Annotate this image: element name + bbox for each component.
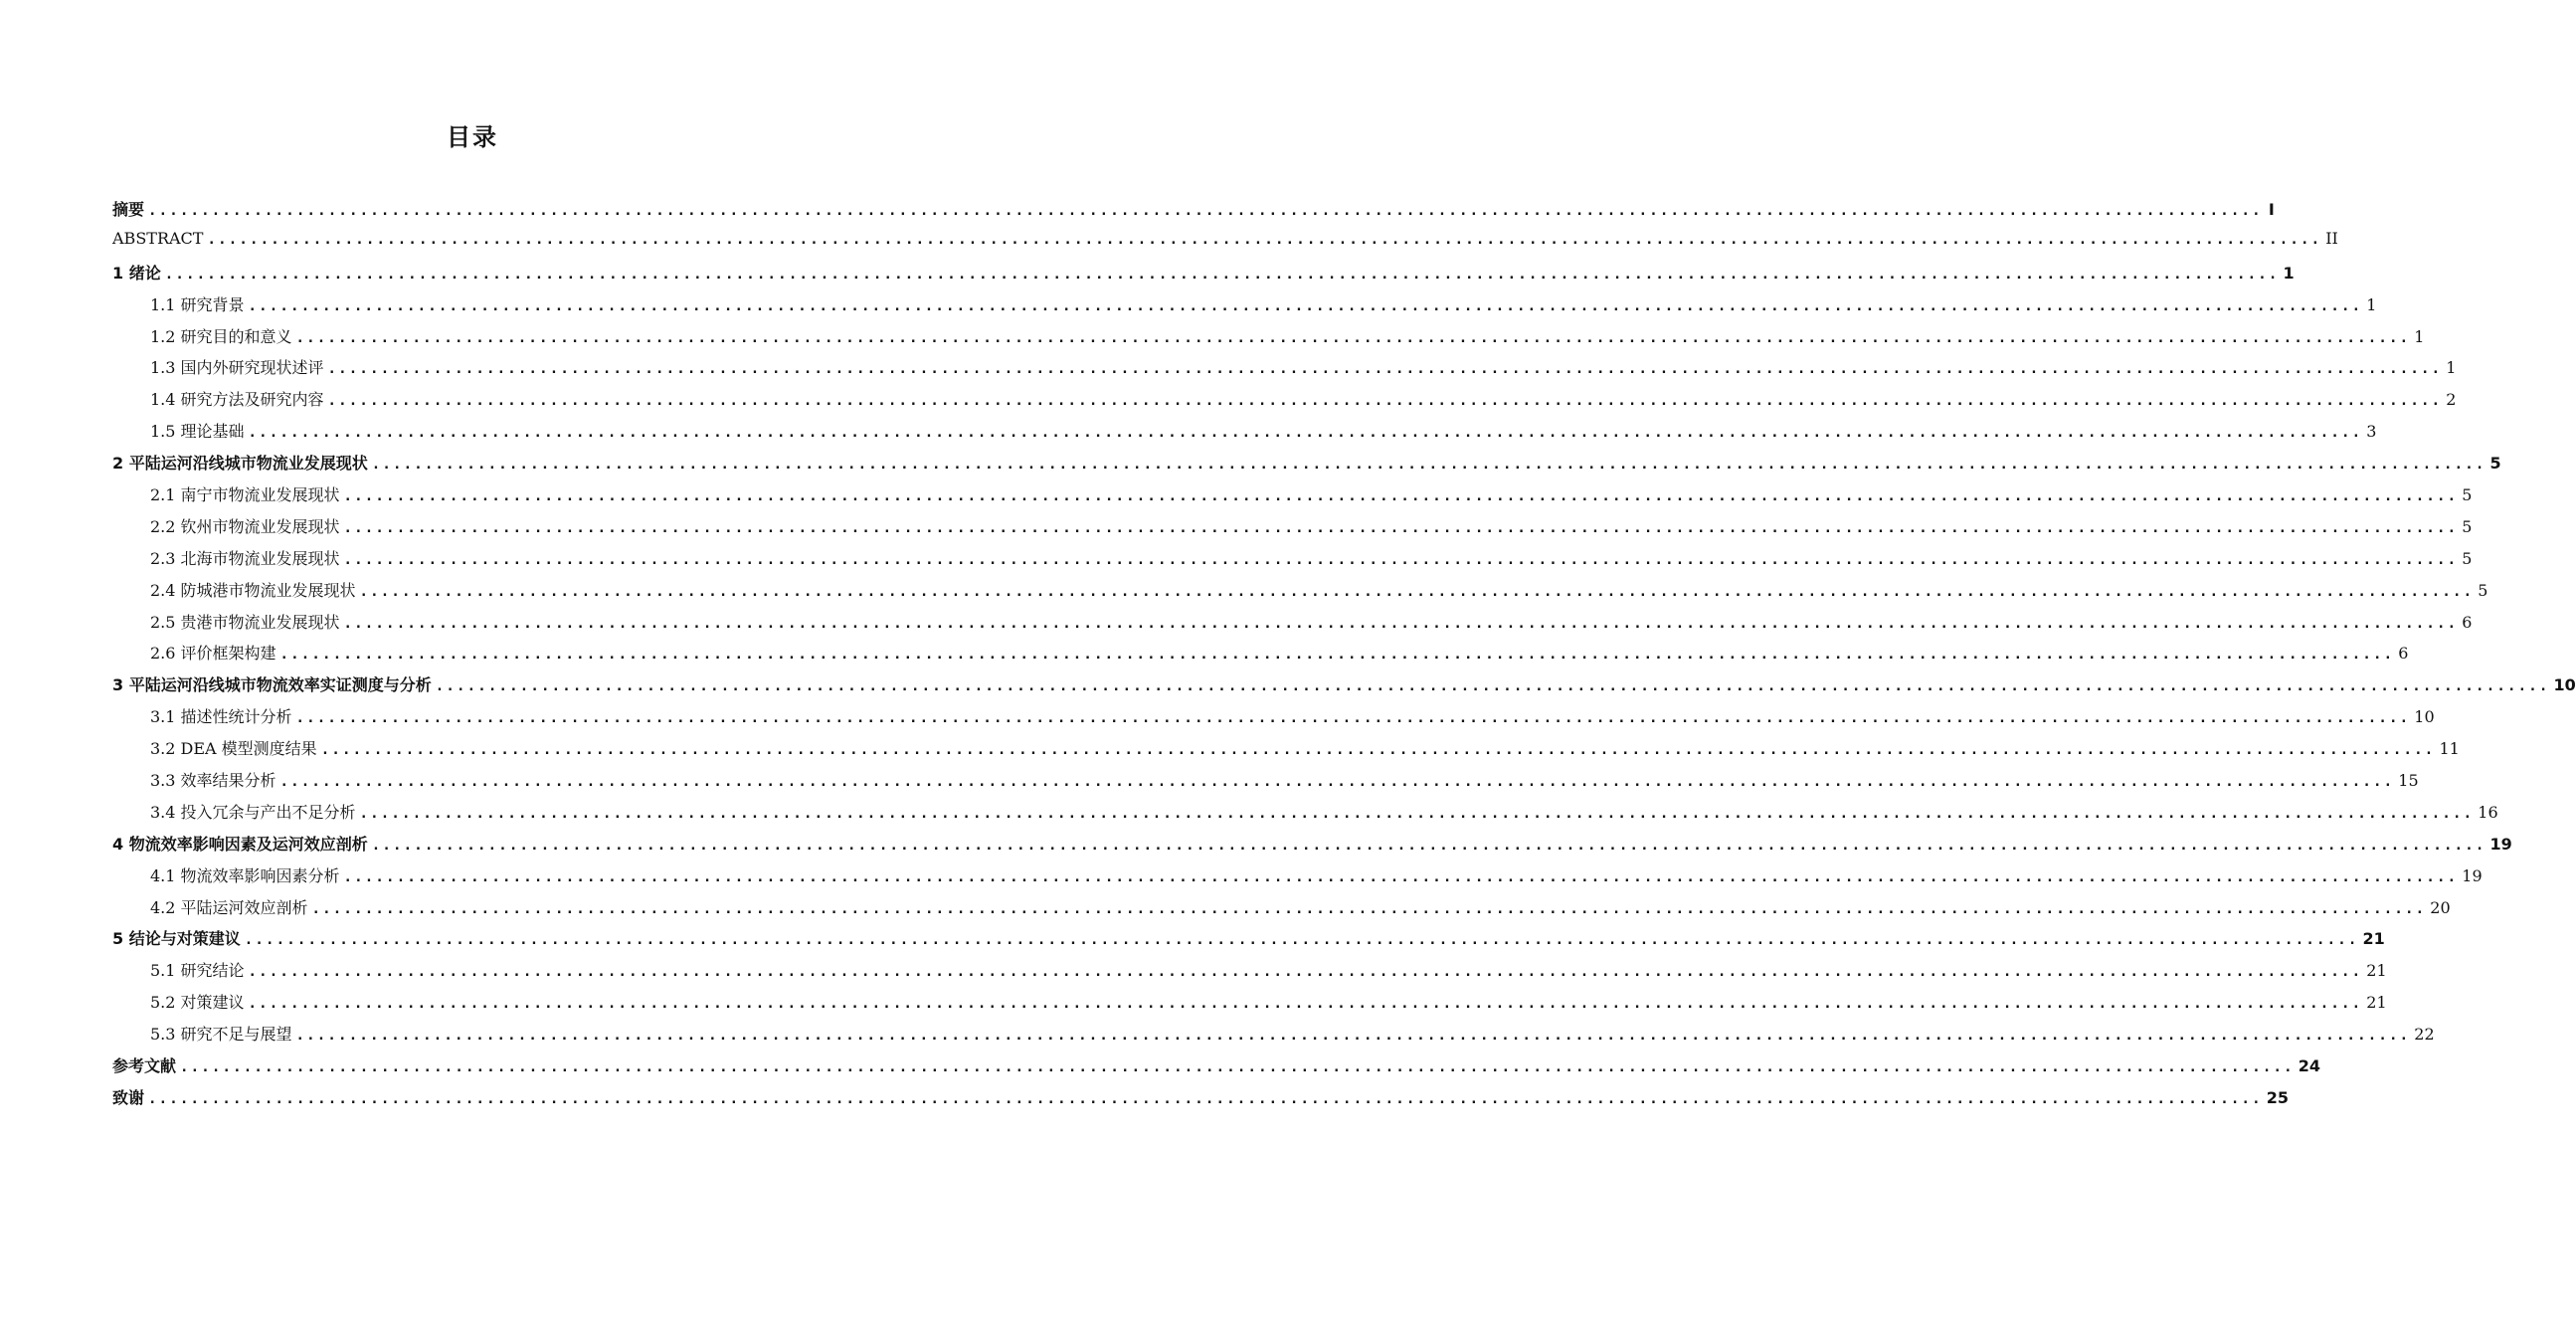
toc-leader-dots: ........................................................................................................................................................................................................ — [248, 425, 2363, 442]
toc-entry-section[interactable] — [112, 863, 2483, 895]
toc-leader-dots: ........................................................................................................................................................................................................ — [311, 900, 2427, 917]
toc-leader-dots: ........................................................................................................................................................................................................ — [164, 266, 2280, 283]
toc-entry-page-number: 6 — [2398, 644, 2409, 664]
toc-entry-label: 参考文献 — [112, 1056, 177, 1076]
toc-entry-section[interactable] — [112, 419, 2377, 451]
toc-entry-page-number: 22 — [2414, 1025, 2435, 1045]
toc-entry-section[interactable] — [112, 482, 2473, 514]
toc-entry-label: 2 平陆运河沿线城市物流业发展现状 — [112, 454, 368, 474]
toc-entry-section[interactable] — [112, 324, 2425, 356]
toc-entry-page-number: 10 — [2414, 707, 2435, 727]
toc-entry-page-number: II — [2325, 228, 2338, 248]
toc-leader-dots: ........................................................................................................................................................................................................ — [343, 519, 2459, 536]
toc-leader-dots: ........................................................................................................................................................................................................ — [295, 710, 2411, 727]
toc-leader-dots: ........................................................................................................................................................................................................ — [359, 805, 2475, 822]
toc-entry-page-number: 16 — [2478, 802, 2498, 822]
toc-list — [112, 197, 2576, 1117]
toc-leader-dots: ........................................................................................................................................................................................................ — [248, 996, 2363, 1013]
toc-leader-dots: ........................................................................................................................................................................................................ — [343, 615, 2459, 632]
toc-entry-page-number: 25 — [2266, 1087, 2290, 1107]
toc-entry-chapter[interactable] — [112, 1085, 2290, 1117]
toc-entry-label: ABSTRACT — [112, 228, 204, 248]
toc-entry-section[interactable] — [112, 610, 2473, 642]
toc-entry-section[interactable] — [112, 736, 2460, 768]
toc-entry-label: 4 物流效率影响因素及运河效应剖析 — [112, 834, 368, 854]
toc-entry-page-number: 1 — [2283, 263, 2295, 283]
toc-entry-section[interactable] — [112, 800, 2498, 832]
toc-entry-label: 摘要 — [112, 200, 145, 219]
toc-entry-label: 2.1 南宁市物流业发展现状 — [150, 485, 340, 505]
toc-entry-page-number: 3 — [2366, 422, 2377, 442]
toc-entry-section[interactable] — [112, 546, 2473, 578]
toc-entry-label: 4.1 物流效率影响因素分析 — [150, 865, 340, 885]
toc-entry-chapter[interactable] — [112, 926, 2385, 958]
toc-leader-dots: ........................................................................................................................................................................................................ — [343, 488, 2459, 505]
toc-entry-chapter[interactable] — [112, 832, 2512, 863]
toc-leader-dots: ........................................................................................................................................................................................................ — [148, 203, 2263, 219]
toc-entry-page-number: 2 — [2446, 390, 2457, 410]
toc-entry-label: 4.2 平陆运河效应剖析 — [150, 897, 308, 917]
toc-entry-page-number: 1 — [2414, 326, 2425, 346]
toc-entry-label: 5 结论与对策建议 — [112, 929, 241, 949]
toc-leader-dots: ........................................................................................................................................................................................................ — [248, 297, 2363, 314]
toc-entry-label: 2.5 贵港市物流业发展现状 — [150, 612, 340, 632]
toc-entry-section[interactable] — [112, 704, 2435, 736]
toc-leader-dots: ........................................................................................................................................................................................................ — [371, 457, 2486, 474]
toc-entry-label: 1.4 研究方法及研究内容 — [150, 390, 324, 410]
toc-entry-page-number: 20 — [2430, 897, 2451, 917]
toc-leader-dots: ........................................................................................................................................................................................................ — [343, 551, 2459, 568]
toc-entry-page-number: 21 — [2362, 929, 2385, 949]
toc-entry-chapter[interactable] — [112, 228, 2338, 261]
toc-entry-page-number: 11 — [2439, 739, 2460, 759]
toc-entry-section[interactable] — [112, 641, 2409, 672]
toc-entry-label: 1.2 研究目的和意义 — [150, 326, 292, 346]
toc-entry-label: 5.1 研究结论 — [150, 961, 245, 981]
toc-leader-dots: ........................................................................................................................................................................................................ — [343, 868, 2459, 885]
toc-entry-label: 2.3 北海市物流业发展现状 — [150, 548, 340, 568]
toc-entry-label: 3.4 投入冗余与产出不足分析 — [150, 802, 356, 822]
toc-entry-page-number: 5 — [2478, 580, 2488, 600]
toc-entry-section[interactable] — [112, 355, 2457, 387]
toc-entry-page-number: 21 — [2366, 961, 2387, 981]
toc-leader-dots: ........................................................................................................................................................................................................ — [244, 932, 2359, 949]
toc-entry-label: 2.6 评价框架构建 — [150, 644, 276, 664]
toc-entry-label: 1.1 研究背景 — [150, 294, 245, 314]
toc-entry-chapter[interactable] — [112, 672, 2576, 704]
toc-entry-section[interactable] — [112, 895, 2451, 927]
toc-entry-page-number: 19 — [2489, 834, 2512, 854]
toc-entry-section[interactable] — [112, 990, 2387, 1022]
toc-entry-page-number: 5 — [2462, 548, 2473, 568]
toc-leader-dots: ........................................................................................................................................................................................................ — [295, 329, 2411, 346]
toc-leader-dots: ........................................................................................................................................................................................................ — [435, 678, 2550, 695]
toc-leader-dots: ........................................................................................................................................................................................................ — [180, 1059, 2295, 1076]
toc-entry-page-number: 1 — [2446, 358, 2457, 378]
toc-entry-label: 3.2 DEA 模型测度结果 — [150, 739, 317, 759]
toc-leader-dots: ........................................................................................................................................................................................................ — [359, 583, 2475, 600]
toc-leader-dots: ........................................................................................................................................................................................................ — [148, 1090, 2263, 1107]
toc-leader-dots: ........................................................................................................................................................................................................ — [327, 393, 2443, 410]
toc-leader-dots: ........................................................................................................................................................................................................ — [279, 647, 2395, 664]
toc-entry-page-number: 15 — [2398, 771, 2419, 791]
toc-entry-label: 1.5 理论基础 — [150, 422, 245, 442]
toc-entry-page-number: 10 — [2553, 675, 2576, 695]
toc-entry-label: 3.1 描述性统计分析 — [150, 707, 292, 727]
toc-entry-label: 3 平陆运河沿线城市物流效率实证测度与分析 — [112, 675, 432, 695]
toc-entry-page-number: 1 — [2366, 294, 2377, 314]
toc-entry-section[interactable] — [112, 1022, 2435, 1053]
toc-leader-dots: ........................................................................................................................................................................................................ — [320, 742, 2436, 759]
toc-entry-label: 3.3 效率结果分析 — [150, 771, 276, 791]
toc-entry-label: 5.2 对策建议 — [150, 993, 245, 1013]
toc-entry-page-number: 21 — [2366, 993, 2387, 1013]
toc-leader-dots: ........................................................................................................................................................................................................ — [371, 837, 2486, 854]
toc-leader-dots: ........................................................................................................................................................................................................ — [207, 231, 2322, 248]
toc-entry-page-number: I — [2268, 200, 2275, 219]
toc-entry-section[interactable] — [112, 958, 2387, 990]
toc-entry-label: 2.4 防城港市物流业发展现状 — [150, 580, 356, 600]
toc-entry-page-number: 24 — [2298, 1056, 2321, 1076]
toc-entry-section[interactable] — [112, 768, 2419, 800]
toc-leader-dots: ........................................................................................................................................................................................................ — [279, 774, 2395, 791]
toc-entry-page-number: 5 — [2462, 485, 2473, 505]
toc-entry-label: 5.3 研究不足与展望 — [150, 1025, 292, 1045]
toc-entry-label: 2.2 钦州市物流业发展现状 — [150, 516, 340, 536]
toc-entry-section[interactable] — [112, 292, 2377, 324]
toc-entry-chapter[interactable] — [112, 261, 2295, 292]
toc-entry-label: 致谢 — [112, 1087, 145, 1107]
toc-entry-section[interactable] — [112, 514, 2473, 546]
toc-entry-chapter[interactable] — [112, 197, 2275, 229]
toc-leader-dots: ........................................................................................................................................................................................................ — [295, 1028, 2411, 1045]
toc-entry-page-number: 5 — [2462, 516, 2473, 536]
toc-entry-page-number: 19 — [2462, 865, 2483, 885]
toc-entry-section[interactable] — [112, 387, 2457, 419]
toc-entry-section[interactable] — [112, 578, 2488, 610]
toc-leader-dots: ........................................................................................................................................................................................................ — [327, 361, 2443, 378]
toc-entry-label: 1.3 国内外研究现状述评 — [150, 358, 324, 378]
toc-leader-dots: ........................................................................................................................................................................................................ — [248, 964, 2363, 981]
toc-entry-chapter[interactable] — [112, 451, 2501, 482]
toc-entry-page-number: 6 — [2462, 612, 2473, 632]
toc-title: 目录 — [447, 123, 498, 151]
toc-entry-page-number: 5 — [2489, 454, 2501, 474]
toc-entry-chapter[interactable] — [112, 1053, 2321, 1085]
toc-entry-label: 1 绪论 — [112, 263, 161, 283]
